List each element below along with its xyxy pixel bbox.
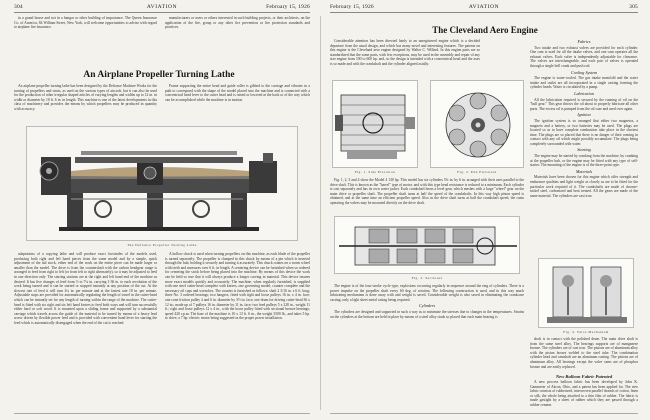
left-page-header	[14, 4, 310, 12]
lathe-intro-paragraph: An airplane propeller turning lathe has been designed by the Defiance Machine Works for the turning of propellers and struts, as used on the various types of aircraft, but it can also be used for the production of other irregular shaped articles of varying lengths and widths up to 12 in. in width or diameter by 10 ft. 6 in. in length. This machine is one of the latest developments in this class of machinery and provides the means by which propellers may be produced in quantity with accuracy.	[14, 84, 157, 111]
lathe-machine-illustration	[27, 127, 298, 241]
end-elevation-drawing	[431, 81, 524, 168]
engine-lower-col	[330, 284, 524, 410]
lathe-body-col2	[165, 84, 310, 122]
left-footer-rule	[14, 413, 310, 414]
lathe-figure-caption: The Defiance Propeller Turning Lathe	[127, 243, 197, 247]
lathe-lower-col2	[165, 252, 310, 410]
barrel-type-paragraph: Fig. 1, 2, 3 and 4 show the Model 4 130 hp. This model has six cylinders 5¾ in. by 6 in. arranged with their axes parallel to the drive shaft. This is known as the "barrel" type of motor, and with this type head resistance is reduced to a minimum. Each cylinder is cast separately and has its own water jacket. Each crankshaft bears a level gear, which meshes with a large "wheel" gear on the main drive or propeller shaft. The propeller shaft turns at half the speed of the crankshafts. In this way high piston speed is obtained, and at the same time an efficient propeller speed. Also as the drive shaft turns at half the crankshaft speed, the cams operating the valves may be mounted directly on the drive shaft.	[330, 178, 524, 205]
cooling-subhead: Cooling System	[570, 69, 598, 75]
cooling-paragraph: The engine is water-cooled. The gas intake manifold and the water intake and outlet are all incorporated in a single casting forming the cylinder heads. Water is circulated by a pump.	[530, 76, 638, 90]
sectional-drawing	[335, 217, 520, 274]
page-gutter	[320, 16, 321, 410]
left-header-rule	[14, 12, 310, 13]
lubrication-paragraph: All the lubrication required is secured by the running of oil on the "bull gear." This gear throws the oil about to properly lubricate all other parts. The excess oil is pumped from the oil case and used over again.	[530, 97, 638, 111]
lathe-article-title: An Airplane Propeller Turning Lathe	[83, 70, 235, 80]
four-stroke-paragraph: The engine is of the four-stroke cycle type, explosions occurring regularly in sequence around the ring of cylinders. There is a power impulse on the propeller shaft every 60 deg. of rotation. The following construction is used, and in this way much lubricating mechanism is done away with and weight is saved. Considerable weight is also saved in eliminating the crankcase casting; only a light sheet metal casing being required.	[330, 284, 524, 302]
engine-sectional-figure	[334, 216, 520, 274]
lathe-body-col1	[14, 84, 157, 122]
materials-subhead: Materials	[575, 168, 593, 174]
engine-intro-col	[330, 39, 480, 75]
right-page-date: February 15, 1926	[330, 4, 374, 10]
lathe-carriage-paragraph: Frame supporting the entire head and guide roller is gibbed to the carriage and vibrates in a path to correspond with the shape of the model placed into the machine and is connected with a concentrical head lever to the cutter head and is raised or lowered at the back or of the way which can be accomplished while the machine is in motion.	[165, 84, 310, 102]
right-running-head: AVIATION	[468, 4, 500, 10]
cylinders-paragraph: The cylinders are designed and supported in such a way as to minimize the stresses due to changes in the temperatures. Strains on the cylinders at the bottom are held in place by means of a steel alloy studs so placed that each main bearing is	[330, 309, 524, 319]
engine-specs-col	[530, 38, 638, 256]
lathe-lower-col1	[14, 252, 157, 410]
left-page-number: 304	[14, 4, 23, 10]
left-top-text-col2	[165, 16, 310, 50]
right-footer-rule	[330, 413, 638, 414]
fig1-caption: Fig. 1. Side Elevation	[354, 170, 396, 174]
engine-article-title: The Cleveland Aero Engine	[432, 25, 538, 35]
engine-side-elevation-figure	[332, 80, 418, 168]
ignition-paragraph: The ignition system is so arranged that either two magnetos, a magneto and a battery, or two batteries may be used. The plugs are located so as to have complete combustion take place in the shortest time. The plugs are so placed that there is no danger of their coming in contact with any oil which might possibly accumulate. The plugs being completely surrounded with water.	[530, 118, 638, 146]
engine-materials-cont-col	[530, 337, 638, 371]
lathe-photo	[26, 126, 298, 241]
left-top-paragraph-2: manufacturers or users or others interested in such building projects, or their architects, on the application of the fire, group or any other fire prevention or fire protection standards and practices.	[165, 16, 310, 30]
balloon-fabric-paragraph: A new process balloon fabric has been developed by John K. Gammeter of Akron, Ohio, and a patent has been applied for. The new fabric consists of rubberized, interwoven parallel threads of cotton, linen or silk, the whole being attached to a thin film of rubber. The fabric is made gastight by a sheet of rubber which they are passed through a rubber cement.	[530, 380, 638, 407]
engine-end-elevation-figure	[430, 80, 524, 168]
lathe-copying-paragraph: adaptations of a copying lathe and will produce exact facsimiles of the models used, producing both right and left hand pieces from the same model and by a simple, quick adjustment of the tail stock, either end of the work on the entire piece can be made larger or smaller than the model. The drive is from the countershaft with the carbon headgear range is arranged to feed from right to left (or from left to right alternately), so it may be adjusted to feed in one direction only. The starting stations are at the right and left hand end of the machine as desired. It has five changes of feed from ½ to 7¼ in. carrying 1-36 in. to each revolution of the work being turned and it can be started or stopped instantly at any position of the cut. At the slowest rate of feed it will turn 2¼ in. per minute and at the fastest rate 18 in. per minute. Adjustable stops are provided for automatically regulating the length of travel in the cutter-head which can be instantly set for any length of turning within the range of the machine. The cutter-head is fitted with six right and six left hand knives to feed both ways and will turn successfully either hard or soft wood. It is mounted upon a sliding frame and supported by a substantial carriage which travels across the guide of the material to be turned by means of a heavy lead screw driven by flexible power feed and is provided with convenient hand lever for starting the feed which is automatically disengaged when the end of the cut is reached.	[14, 252, 157, 325]
right-page-header	[330, 4, 638, 12]
side-elevation-drawing	[333, 81, 418, 168]
materials-paragraph: Materials have been chosen for this engine which offer strength and endurance qualities and light weight as closely as are to be fitted for the particular work required of it. The crankshafts are made of chrome-nickel steel, carbonized and heat treated. All the gears are made of the same material. The cylinders are cast iron.	[530, 175, 638, 198]
fig4-caption: Fig. 4. Valve Mechanism	[563, 330, 609, 334]
starting-subhead: Starting	[577, 147, 591, 153]
balloon-fabric-title: New Balloon Fabric Patented	[555, 374, 613, 379]
valve-mechanism-drawing	[539, 259, 634, 328]
materials-continued-paragraph: shaft is in contact with the polished drum. The main drive shaft is from the same steel alloy. The bearings supports are of manganese bronze. The cylinders are of cast iron. The pistons are of aluminum alloy with the piston bosses welded to the steel tube. The combination cylinder head and camshaft are an aluminum casting. The pistons are of aluminum alloy. All bearings except the valve cams are of phosphor bronze and are easily replaced.	[530, 337, 638, 369]
lubrication-subhead: Lubrication	[574, 90, 594, 96]
ignition-subhead: Ignition	[577, 112, 591, 118]
left-top-text-col1	[14, 16, 157, 50]
left-page-date: February 15, 1926	[266, 4, 310, 10]
fabrics-subhead: Fabrics	[577, 39, 591, 44]
engine-model-col	[330, 178, 524, 214]
valves-paragraph: Two intake and two exhaust valves are provided for each cylinder. One cam is used for all the intake valves, and one cam operates all the exhaust valves. Each valve is independently adjustable for clearance. The valves are interchangeable, and each pair of valves is operated through a single bell crank and push rod.	[530, 45, 638, 68]
balloon-fabric-article	[530, 372, 638, 414]
right-page-number: 305	[629, 4, 638, 10]
engine-intro-paragraph: Considerable attention has been directed lately to an unregistered engine which is a decided departure from the usual design, and which has many novel and interesting features. The patents on this engine is the Cleveland aero engine designed by Walter C. Willard. In this engine parts are so standardized that the same parts, with few exceptions, may be used in the assembly and repair of any size engine from 100 to 600 hp. and, so the design is intended with a concentrical head and the axes is so made and with the crankshaft and the cylinder aligned axially.	[330, 39, 480, 66]
cylinders-subhead: Cylinders	[418, 303, 436, 309]
lathe-chuck-paragraph: A hollow chuck is used when turning propellers on this machine, as each blade of the propeller is turned separately. The propeller is clamped in this chuck by means of a pin which is inserted through the hub, holding it securely and turning it accurately. This chuck rotates on a worm wheel with teeth and measures over 6 ft. in length. A centering device can be furnished when so ordered for centering the stock before being placed into the machine. By means of this device the work can be held so true that it will always produce a longer carving in material. This device insures more exact models quickly and accurately. The machine, when regularly furnished, is supplied with one steel cutter-head complete with knives, one governing model, counter complete and the necessary oil cups and wrenches. The counter is furnished as follows: shaft 2 3/16 in. x 6 ft. long; three No. 3 ordered bearings; two hangers, fitted with tight and loose pulleys 16 in. x 4 in. face; one cone friction pulley 4 and 6 in. diameter by 3½ in. face; one drum for driving cutter-head 36 x 12 in.; made up of 7 pulleys 16 in. diameter by 11 in. face; two feed pulleys 5 x 228 in., weight 11 ft.; right and loose pulleys 12 x 4 in., with the loose pulley fitted with sectional bronze bearings; speed 420 r.p.m. The base of the machine is 10 x 13 ft. 6 in., the weight 3500 lb., and takes 5 hp. to drive; a 7 hp. electric motor being suggested as the proper power installation.	[165, 252, 310, 321]
left-running-head: AVIATION	[146, 4, 178, 10]
valve-mechanism-figure	[538, 258, 634, 328]
left-top-paragraph-1: in a grand house and not in a hangar or other building of importance. The Queen Insurance Co. of America, 84 William Street, New York, will welcome opportunities to advise with regard to airplane fire insurance.	[14, 16, 157, 30]
starting-paragraph: The engine may be started by cranking from the machine, by cranking at the propeller hub, or the engine may be fitted with any type of self-starter. The mounting of the engine is of the three-point type.	[530, 154, 638, 168]
right-header-rule	[330, 12, 638, 13]
fig2-caption: Fig. 2. End Elevation	[457, 170, 497, 174]
fig3-caption: Fig. 3. Sectional	[411, 276, 443, 280]
